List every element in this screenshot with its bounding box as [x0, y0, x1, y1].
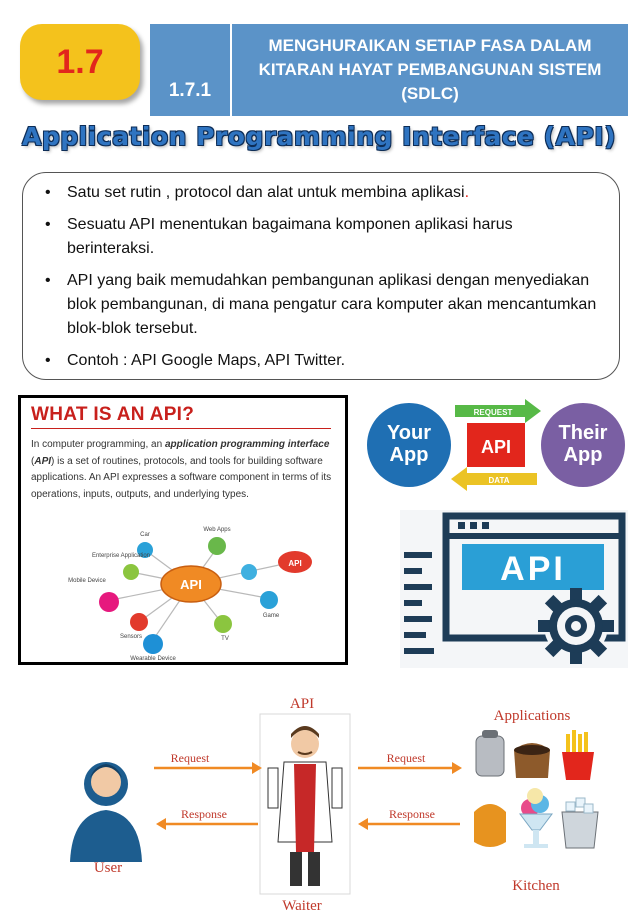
enterprise-node [123, 564, 139, 580]
svg-text:Their: Their [558, 422, 608, 444]
web-apps-node [208, 537, 226, 555]
svg-text:API: API [500, 550, 566, 588]
heading-underline [31, 428, 331, 429]
svg-text:Sensors: Sensors [119, 634, 143, 640]
svg-text:Mobile Device: Mobile Device [68, 578, 106, 584]
kitchen-appliances [474, 730, 598, 848]
api-hub-diagram [21, 522, 345, 662]
what-is-api-panel [18, 395, 348, 665]
small-node [241, 564, 257, 580]
svg-text:DATA: DATA [488, 476, 510, 485]
what-is-api-heading: WHAT IS AN API? [31, 404, 195, 425]
bullet-item: • Satu set rutin , protocol dan alat untuk membina aplikasi. [45, 181, 601, 205]
section-number: 1.7.1 [150, 24, 230, 116]
wearable-node [143, 634, 163, 654]
sensors-node [130, 613, 148, 631]
ice-bucket-icon [562, 798, 598, 848]
svg-text:API: API [289, 696, 315, 712]
svg-text:API: API [288, 559, 302, 568]
svg-text:Enterprise Application: Enterprise Application [91, 553, 151, 559]
bullet-box [22, 172, 620, 380]
user-figure [70, 762, 142, 862]
svg-text:Game: Game [262, 613, 280, 619]
svg-text:API: API [480, 437, 512, 457]
svg-text:Response: Response [389, 807, 435, 821]
svg-text:Web Apps: Web Apps [203, 527, 231, 533]
mobile-node [99, 592, 119, 612]
app-api-flow [365, 397, 627, 493]
svg-text:Waiter: Waiter [282, 898, 322, 914]
section-title: MENGHURAIKAN SETIAP FASA DALAM KITARAN HAYAT PEMBANGUNAN SISTEM (SDLC) [232, 24, 628, 116]
svg-text:App: App [563, 444, 603, 466]
svg-text:REQUEST: REQUEST [473, 408, 513, 417]
svg-text:App: App [389, 444, 429, 466]
fries-icon [562, 730, 594, 780]
svg-text:Wearable Device: Wearable Device [130, 656, 176, 662]
svg-text:Your: Your [386, 422, 432, 444]
bullet-item: • API yang baik memudahkan pembangunan aplikasi dengan menyediakan blok pembangunan, di mana pengatur cara komputer akan mencantumkan blok-blok tersebut. [45, 269, 601, 341]
svg-text:Request: Request [170, 751, 210, 765]
api-window-icon [400, 510, 628, 668]
svg-text:API: API [180, 577, 202, 592]
section-badge: 1.7 [20, 24, 140, 100]
svg-text:Request: Request [386, 751, 426, 765]
svg-text:Car: Car [140, 532, 150, 538]
bullet-item: • Contoh : API Google Maps, API Twitter. [45, 349, 601, 373]
waiter-analogy-diagram [62, 692, 610, 914]
what-is-api-description: In computer programming, an application programming interface (API) is a set of routines, protocols, and tools for building software applications. An API expresses a software component in terms of its operations, inputs, outputs, and underlying types. [31, 439, 332, 500]
svg-text:Kitchen: Kitchen [512, 878, 560, 894]
page-title: Application Programming Interface (API) [21, 122, 617, 151]
honey-icon [474, 804, 506, 847]
bullet-item: • Sesuatu API menentukan bagaimana komponen aplikasi harus berinteraksi. [45, 213, 601, 261]
kettle-icon [476, 736, 504, 776]
bullet-list [45, 181, 601, 373]
gear-icon [538, 588, 614, 664]
game-node [260, 591, 278, 609]
svg-text:Response: Response [181, 807, 227, 821]
svg-text:User: User [93, 860, 123, 876]
svg-text:Applications: Applications [493, 708, 571, 724]
tv-node [214, 615, 232, 633]
sundae-icon [520, 788, 552, 848]
svg-text:TV: TV [221, 636, 229, 642]
